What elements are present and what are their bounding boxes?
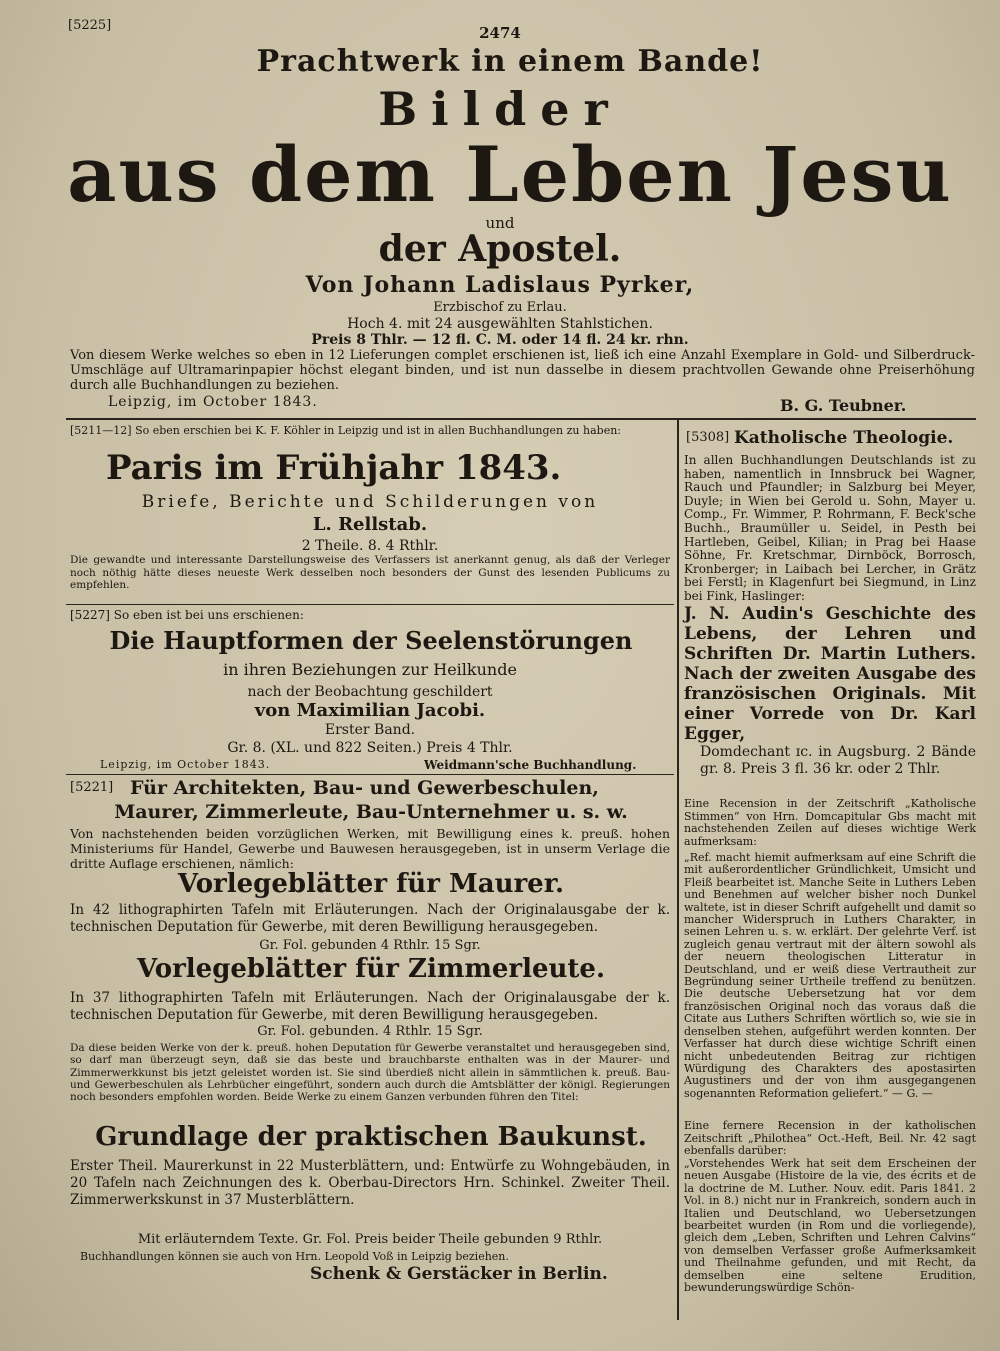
title-main: aus dem Leben Jesu bbox=[67, 130, 953, 219]
right-p2: Eine Recension in der Zeitschrift „Katholische Stimmen“ von Hrn. Domcapitular Gbs macht mit nachstehenden Zeilen auf dieses wichtige Werk aufmerksam: bbox=[684, 797, 976, 848]
right-head: Katholische Theologie. bbox=[734, 428, 954, 448]
title-bilder: Bilder bbox=[378, 82, 622, 136]
right-sub: Domdechant ɪc. in Augsburg. 2 Bände gr. 8. Preis 3 fl. 36 kr. oder 2 Thlr. bbox=[700, 744, 976, 777]
paris-text: Die gewandte und interessante Darstellungsweise des Verfassers ist anerkannt genug, als daß der Verleger noch nöthig hätte dieses neueste Werk desselben noch besonders der Gunst des lesenden Publicums zu empfehlen. bbox=[70, 554, 670, 591]
headline: Prachtwerk in einem Bande! bbox=[256, 44, 764, 79]
column-rule bbox=[677, 420, 679, 1320]
bau-intro: Von nachstehenden beiden vorzüglichen Werken, mit Bewilligung eines k. preuß. hohen Ministeriums für Handel, Gewerbe und Bauwesen herausgegeben, ist in unserm Verlage die dritte Auflage erschienen, nämlich: bbox=[70, 826, 670, 871]
top-publisher: B. G. Teubner. bbox=[780, 396, 907, 415]
bau-also: Buchhandlungen können sie auch von Hrn. Leopold Voß in Leipzig beziehen. bbox=[80, 1250, 509, 1263]
seelen-format: Gr. 8. (XL. und 822 Seiten.) Preis 4 Thlr. bbox=[227, 740, 513, 756]
paris-intro: [5211—12] So eben erschien bei K. F. Köhler in Leipzig und ist in allen Buchhandlungen zu haben: bbox=[70, 424, 621, 437]
ad-rule bbox=[66, 604, 674, 605]
price-line: Preis 8 Thlr. — 12 fl. C. M. oder 14 fl. 24 kr. rhn. bbox=[311, 332, 689, 348]
bau-head1: Für Architekten, Bau- und Gewerbeschulen, bbox=[130, 777, 599, 799]
bau-p3: Mit erläuterndem Texte. Gr. Fol. Preis beider Theile gebunden 9 Rthlr. bbox=[137, 1232, 603, 1247]
right-id: [5308] bbox=[686, 430, 730, 445]
seelen-author: von Maximilian Jacobi. bbox=[254, 700, 486, 721]
right-p1: In allen Buchhandlungen Deutschlands ist zu haben, namentlich in Innsbruck bei Wagner, Rauch und Pfaundler; in Salzburg bei Meyer, Duyle; in Wien bei Gerold u. Sohn, Mayer u. Comp., Fr. Wimmer, P. Rohrmann, F. Beck'sche Buchh., Braumüller u. Seidel, in Pesth bei Hartleben, Geibel, Kilian; in Prag bei Haase Söhne, Fr. Kretschmar, Dirnböck, Borrosch, Kronberger; in Laibach bei Lercher, in Grätz bei Ferstl; in Klagenfurt bei Siegmund, in Linz bei Fink, Haslinger: bbox=[684, 453, 976, 603]
bau-d2: In 37 lithographirten Tafeln mit Erläuterungen. Nach der Originalausgabe der k. technischen Deputation für Gewerbe, mit deren Bewilligung herausgegeben. bbox=[70, 990, 670, 1023]
title-apostel: der Apostel. bbox=[378, 228, 622, 270]
right-title: J. N. Audin's Geschichte des Lebens, der Lehren und Schriften Dr. Martin Luthers. Nach der zweiten Ausgabe des französischen Originals. Mit einer Vorrede von Dr. Karl Egger, bbox=[684, 604, 976, 744]
bau-d1: In 42 lithographirten Tafeln mit Erläuterungen. Nach der Originalausgabe der k. technischen Deputation für Gewerbe, mit deren Bewilligung herausgegeben. bbox=[70, 902, 670, 935]
bau-p2: Gr. Fol. gebunden. 4 Rthlr. 15 Sgr. bbox=[257, 1024, 483, 1039]
bau-id: [5221] bbox=[70, 780, 114, 795]
seelen-place-date: Leipzig, im October 1843. bbox=[100, 758, 271, 771]
top-place-date: Leipzig, im October 1843. bbox=[108, 394, 318, 410]
right-p3: „Ref. macht hiemit aufmerksam auf eine Schrift die mit außerordentlicher Gründlichkeit, Umsicht und Fleiß bearbeitet ist. Manche Seite in Luthers Leben und Benehmen auf welcher bisher noch Dunkel waltete, ist in dieser Schrift aufgehellt und damit so mancher Widerspruch in Luthers Charakter, in seinen Lehren u. s. w. erklärt. Der gelehrte Verf. ist zugleich genau vertraut mit der ältern sowohl als der neuern theologischen Litteratur in Deutschland, und er weiß diese Vertrautheit zur Begründung seiner Urtheile treffend zu benützen. Die deutsche Uebersetzung hat vor dem französischen Original noch das voraus daß die Citate aus Luthers Schriften wörtlich so, wie sie in denselben stehen, aufgeführt werden konnten. Der Verfasser hat durch diese wichtige Schrift einen nicht unbedeutenden Beitrag zur richtigen Würdigung des Charakters des apostasirten Augustiners und der von ihm ausgegangenen sogenannten Reformation geliefert.“ — G. — bbox=[684, 851, 976, 1100]
bau-t3: Grundlage der praktischen Baukunst. bbox=[95, 1122, 647, 1152]
seelen-title: Die Hauptformen der Seelenstörungen bbox=[109, 626, 633, 655]
bau-t1: Vorlegeblätter für Maurer. bbox=[177, 869, 565, 899]
author-line: Von Johann Ladislaus Pyrker, bbox=[305, 272, 695, 298]
seelen-intro: [5227] So eben ist bei uns erschienen: bbox=[70, 608, 304, 622]
title-und: und bbox=[485, 214, 515, 232]
paris-author: L. Rellstab. bbox=[312, 514, 428, 535]
bau-d3: Erster Theil. Maurerkunst in 22 Musterblättern, und: Entwürfe zu Wohngebäuden, in 20 Tafeln nach Zeichnungen des k. Oberbau-Directors Hrn. Schinkel. Zweiter Theil. Zimmerwerkskunst in 37 Musterblättern. bbox=[70, 1158, 670, 1208]
page-number: 2474 bbox=[479, 24, 521, 42]
seelen-line2: in ihren Beziehungen zur Heilkunde bbox=[223, 660, 517, 679]
ad-rule bbox=[66, 774, 674, 775]
format-line: Hoch 4. mit 24 ausgewählten Stahlstichen. bbox=[347, 316, 653, 332]
seelen-line3: nach der Beobachtung geschildert bbox=[247, 684, 493, 700]
top-text: Von diesem Werke welches so eben in 12 Lieferungen complet erschienen ist, ließ ich eine Anzahl Exemplare in Gold- und Silberdruck-Umschläge auf Ultramarinpapier höchst elegant binden, und ist nun dasselbe in diesem prachtvollen Gewande ohne Preiserhöhung durch alle Buchhandlungen zu beziehen. bbox=[70, 348, 975, 393]
bau-publisher: Schenk & Gerstäcker in Berlin. bbox=[310, 1264, 608, 1284]
seelen-publisher: Weidmann'sche Buchhandlung. bbox=[424, 758, 637, 772]
author-title: Erzbischof zu Erlau. bbox=[433, 300, 567, 315]
ad-id: [5225] bbox=[68, 18, 112, 33]
bau-t2: Vorlegeblätter für Zimmerleute. bbox=[136, 954, 606, 984]
right-p5: „Vorstehendes Werk hat seit dem Erscheinen der neuen Ausgabe (Histoire de la vie, des écrits et de la doctrine de M. Luther. Nouv. edit. Paris 1841. 2 Vol. in 8.) nicht nur in Frankreich, sondern auch in Italien und Deutschland, wo Uebersetzungen bearbeitet wurden (in Rom und die vorliegende), gleich dem „Leben, Schriften und Lehren Calvins“ von demselben Verfasser große Aufmerksamkeit und Theilnahme gefunden, und mit Recht, da demselben eine seltene Erudition, bewunderungswürdige Schön- bbox=[684, 1157, 976, 1295]
bau-mid: Da diese beiden Werke von der k. preuß. hohen Deputation für Gewerbe veranstaltet und herausgegeben sind, so darf man überzeugt seyn, daß sie das beste und brauchbarste enthalten was in der Maurer- und Zimmerwerkkunst bis jetzt geleistet worden ist. Sie sind überdieß nicht allein in sämmtlichen k. preuß. Bau- und Gewerbeschulen als Lehrbücher eingeführt, sondern auch durch die Amtsblätter der königl. Regierungen noch besonders empfohlen worden. Beide Werke zu einem Ganzen verbunden führen den Titel: bbox=[70, 1042, 670, 1104]
paris-format: 2 Theile. 8. 4 Rthlr. bbox=[301, 538, 439, 554]
bau-p1: Gr. Fol. gebunden 4 Rthlr. 15 Sgr. bbox=[259, 938, 481, 953]
section-rule bbox=[66, 418, 976, 420]
right-p4: Eine fernere Recension in der katholischen Zeitschrift „Philothea“ Oct.-Heft, Beil. Nr. 42 sagt ebenfalls darüber: bbox=[684, 1119, 976, 1157]
paris-subtitle: Briefe, Berichte und Schilderungen von bbox=[141, 492, 599, 512]
bau-head2: Maurer, Zimmerleute, Bau-Unternehmer u. s. w. bbox=[114, 801, 628, 823]
seelen-volume: Erster Band. bbox=[324, 722, 416, 738]
paris-title: Paris im Frühjahr 1843. bbox=[106, 448, 562, 488]
